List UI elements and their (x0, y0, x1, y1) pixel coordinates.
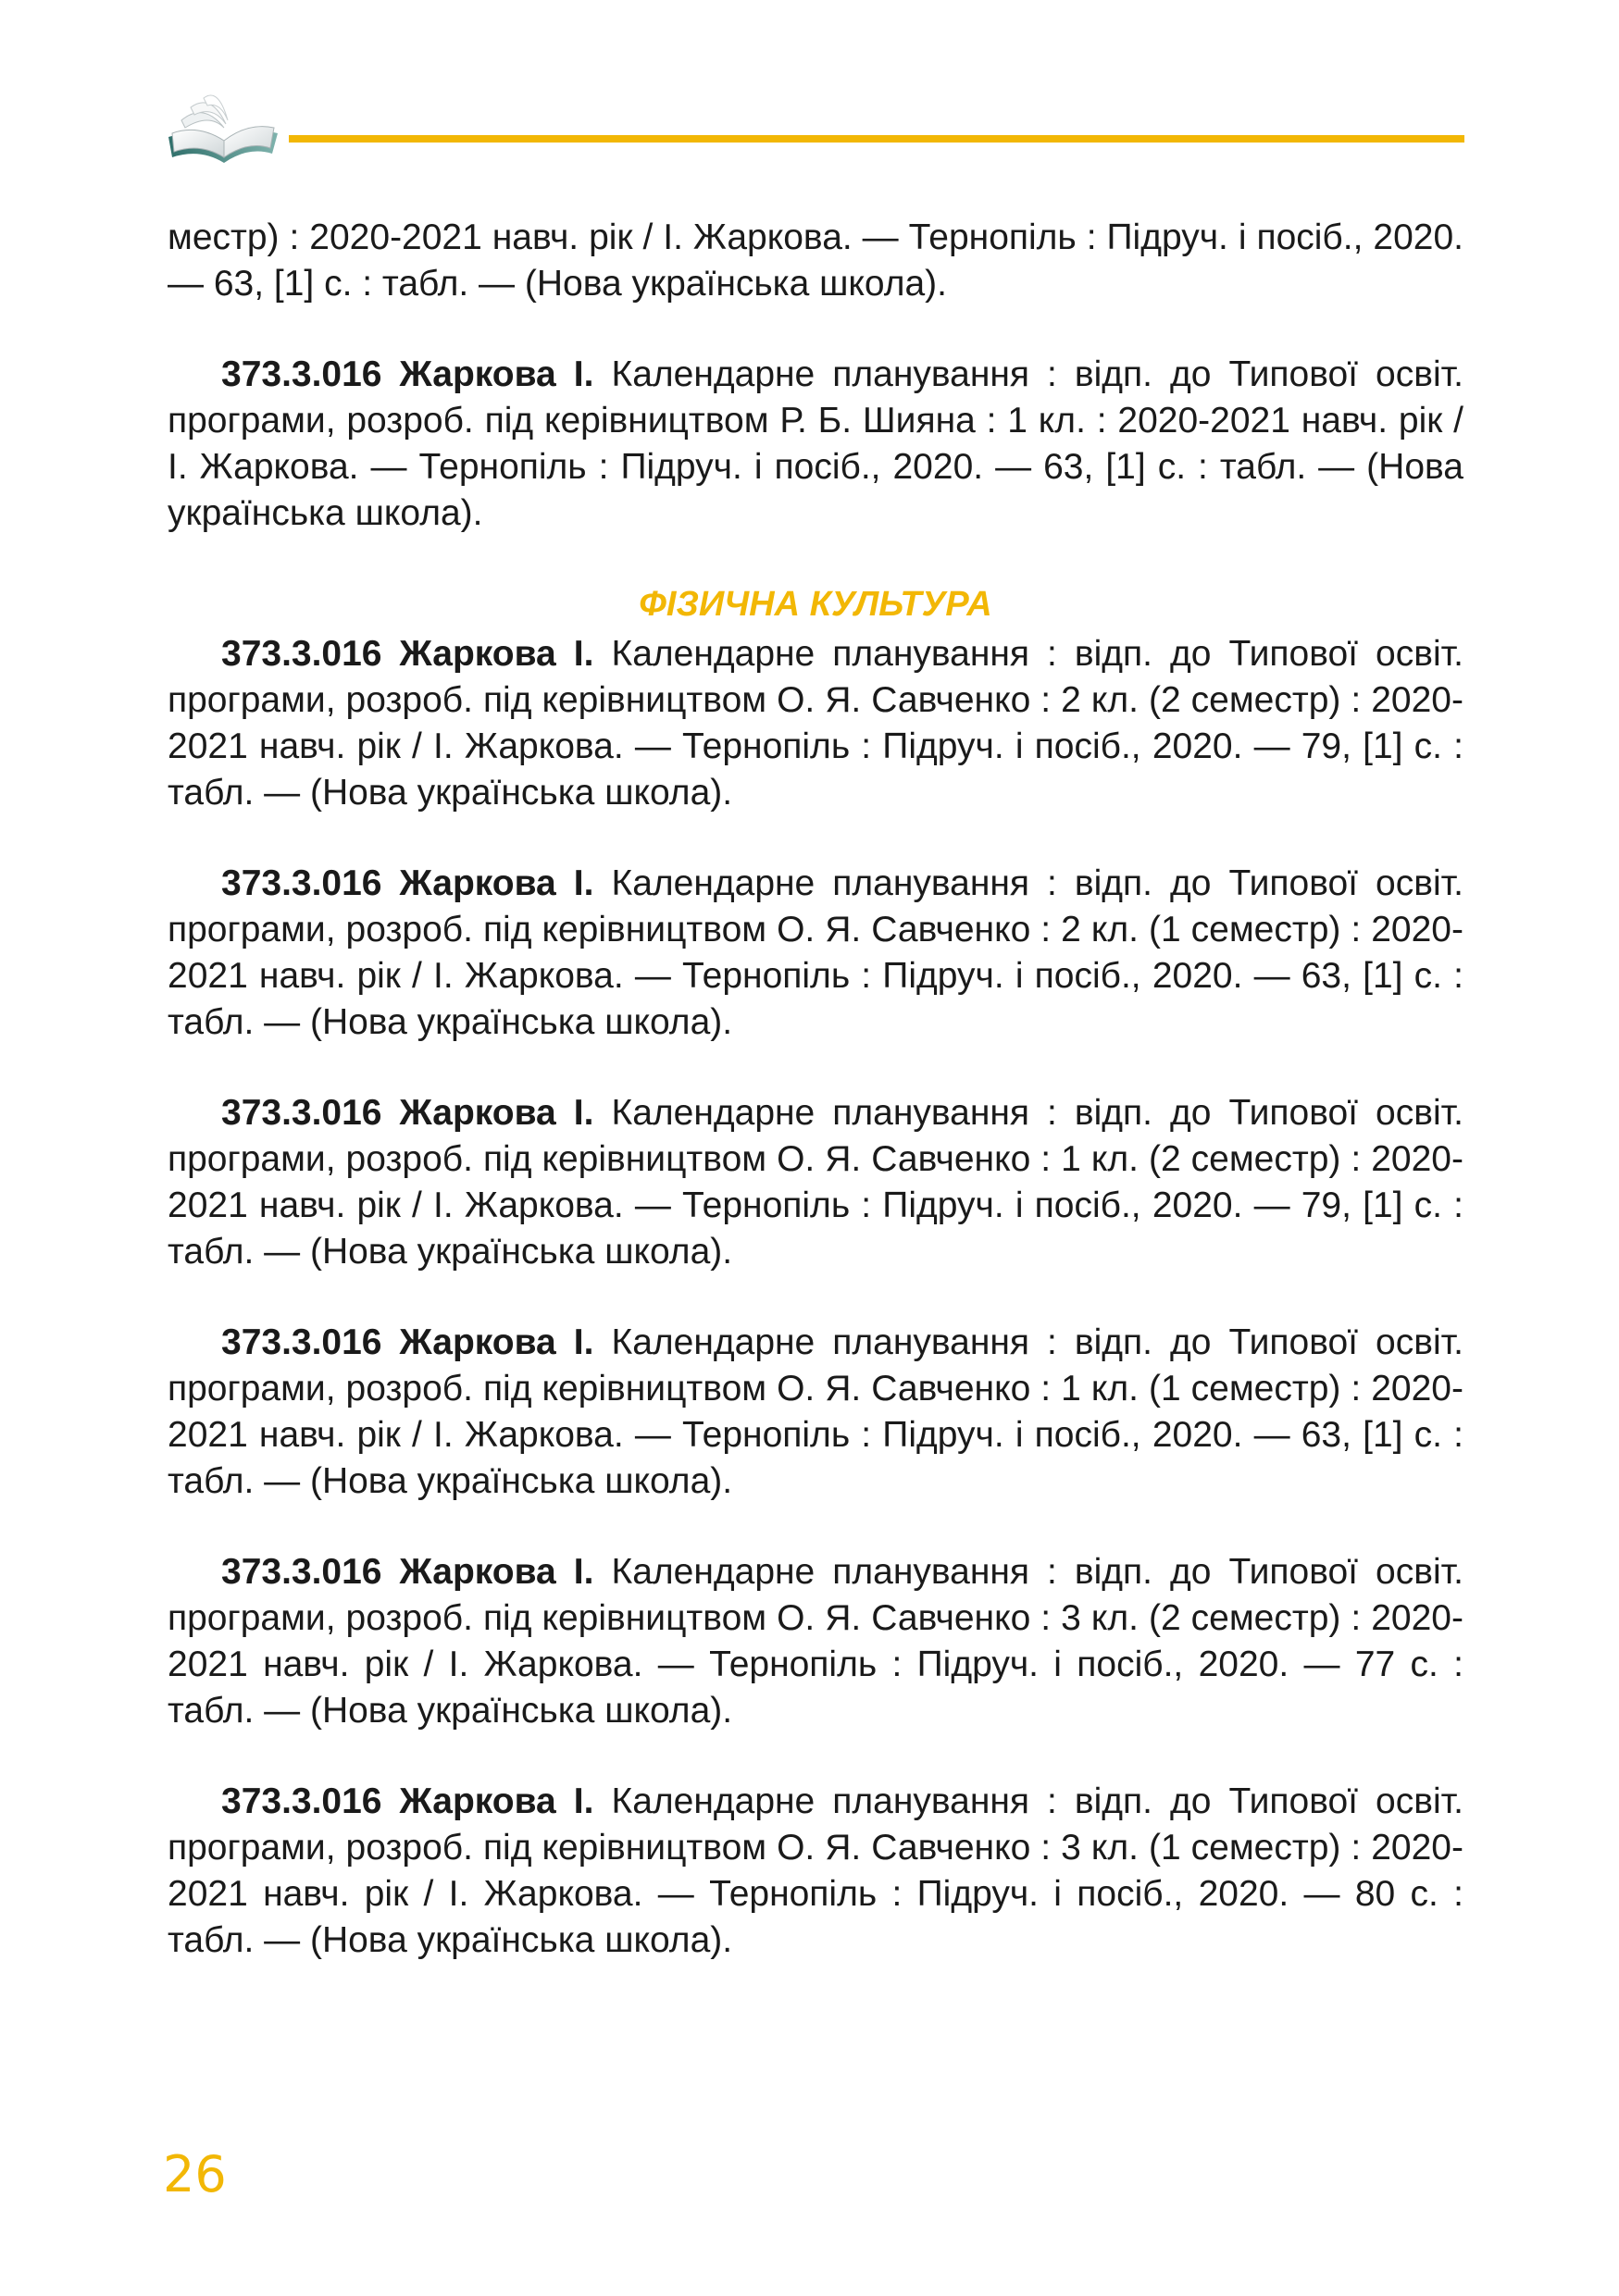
entry-text: Календарне планування : відп. до Типової освіт. програми, розроб. під керівництвом О. Я. Савченко : 2 кл. (1 семестр) : 2020-2021 навч. рік / І. Жаркова. — Тернопіль : Підруч. і посіб., 2020. — 63, [1] с. : табл. — (Нова українська школа). (168, 863, 1463, 1042)
entry-lead: 373.3.016 Жаркова І. (221, 1781, 594, 1821)
page-header (0, 0, 1619, 185)
bibliography-entry (168, 1090, 1463, 1275)
entry-text: Календарне планування : відп. до Типової освіт. програми, розроб. під керівництвом О. Я. Савченко : 2 кл. (2 семестр) : 2020-2021 навч. рік / І. Жаркова. — Тернопіль : Підруч. і посіб., 2020. — 79, [1] с. : табл. — (Нова українська школа). (168, 634, 1463, 813)
entry-lead: 373.3.016 Жаркова І. (221, 1552, 594, 1592)
bibliography-entry (168, 631, 1463, 816)
entry-lead: 373.3.016 Жаркова І. (221, 1322, 594, 1362)
open-book-icon (163, 80, 283, 168)
page-number: 26 (163, 2145, 227, 2203)
entry-text: Календарне планування : відп. до Типової освіт. програми, розроб. під керівництвом О. Я. Савченко : 1 кл. (2 семестр) : 2020-2021 навч. рік / І. Жаркова. — Тернопіль : Підруч. і посіб., 2020. — 79, [1] с. : табл. — (Нова українська школа). (168, 1093, 1463, 1272)
page-content (168, 215, 1463, 2008)
continuation-entry: местр) : 2020-2021 навч. рік / І. Жаркова. — Тернопіль : Підруч. і посіб., 2020. — 63, [1] с. : табл. — (Нова українська школа). (168, 217, 1463, 304)
entry-text: Календарне планування : відп. до Типової освіт. програми, розроб. під керівництвом Р. Б. Шияна : 1 кл. : 2020-2021 навч. рік / І. Жаркова. — Тернопіль : Підруч. і посіб., 2020. — 63, [1] с. : табл. — (Нова українська школа). (168, 354, 1463, 533)
bibliography-entry (168, 1779, 1463, 1964)
entry-text: Календарне планування : відп. до Типової освіт. програми, розроб. під керівництвом О. Я. Савченко : 3 кл. (1 семестр) : 2020-2021 навч. рік / І. Жаркова. — Тернопіль : Підруч. і посіб., 2020. — 80 с. : табл. — (Нова українська школа). (168, 1781, 1463, 1960)
entry-lead: 373.3.016 Жаркова І. (221, 634, 594, 674)
header-rule (289, 135, 1464, 143)
bibliography-entry (168, 1320, 1463, 1505)
entry-text: Календарне планування : відп. до Типової освіт. програми, розроб. під керівництвом О. Я. Савченко : 1 кл. (1 семестр) : 2020-2021 навч. рік / І. Жаркова. — Тернопіль : Підруч. і посіб., 2020. — 63, [1] с. : табл. — (Нова українська школа). (168, 1322, 1463, 1501)
section-title: ФІЗИЧНА КУЛЬТУРА (639, 585, 992, 624)
bibliography-entry (168, 861, 1463, 1046)
entry-lead: 373.3.016 Жаркова І. (221, 1093, 594, 1133)
entry-lead: 373.3.016 Жаркова І. (221, 354, 594, 394)
entry-text: Календарне планування : відп. до Типової освіт. програми, розроб. під керівництвом О. Я. Савченко : 3 кл. (2 семестр) : 2020-2021 навч. рік / І. Жаркова. — Тернопіль : Підруч. і посіб., 2020. — 77 с. : табл. — (Нова українська школа). (168, 1552, 1463, 1731)
bibliography-entry (168, 1549, 1463, 1734)
entry-lead: 373.3.016 Жаркова І. (221, 863, 594, 903)
bibliography-entry (168, 352, 1463, 537)
